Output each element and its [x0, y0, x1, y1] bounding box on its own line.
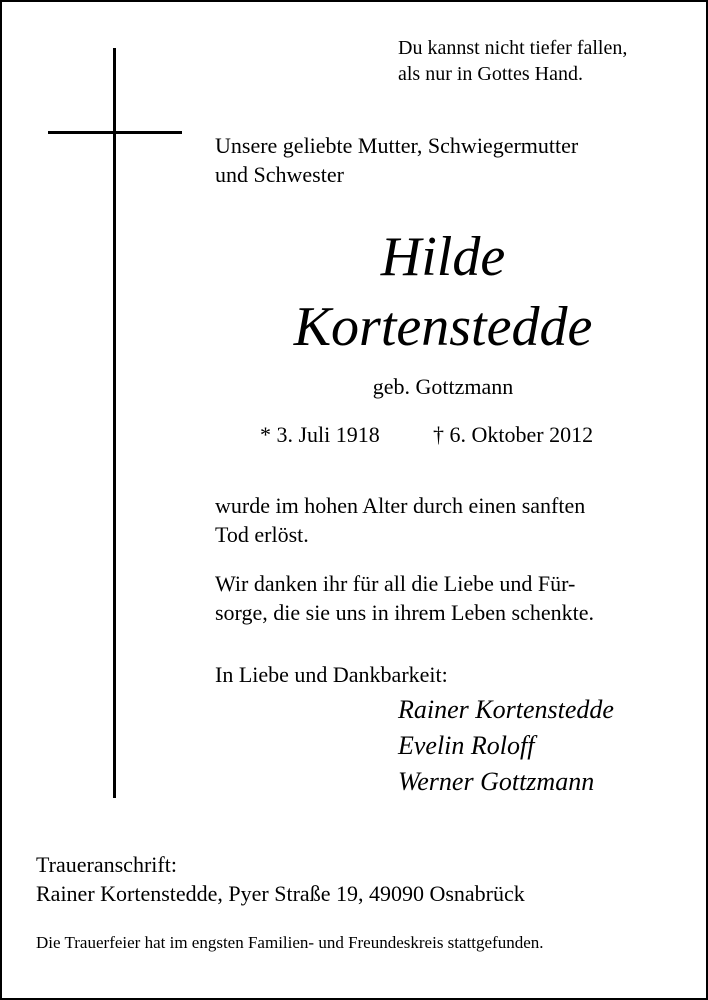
body-paragraph-1 — [215, 491, 673, 549]
para2-line-2: sorge, die sie uns in ihrem Leben schenkte. — [215, 600, 594, 625]
address-value: Rainer Kortenstedde, Pyer Straße 19, 49090 Osnabrück — [36, 881, 525, 906]
intro-line-1: Unsere geliebte Mutter, Schwiegermutter — [215, 133, 579, 158]
birth-date: * 3. Juli 1918 — [260, 422, 380, 447]
address-label: Traueranschrift: — [36, 852, 177, 877]
para1-line-2: Tod erlöst. — [215, 522, 309, 547]
cross-horizontal-bar — [48, 131, 182, 134]
para1-line-1: wurde im hohen Alter durch einen sanften — [215, 493, 586, 518]
cross-vertical-bar — [113, 48, 116, 798]
deceased-first-name: Hilde — [380, 226, 506, 288]
para2-line-1: Wir danken ihr für all die Liebe und Für- — [215, 571, 576, 596]
motto — [398, 35, 627, 87]
death-date: † 6. Oktober 2012 — [433, 422, 594, 447]
signature-3: Werner Gottzmann — [398, 767, 595, 796]
motto-line-1: Du kannst nicht tiefer fallen, — [398, 37, 628, 59]
deceased-last-name: Kortenstedde — [293, 296, 593, 358]
closing-line: In Liebe und Dankbarkeit: — [215, 662, 448, 687]
birth-name: geb. Gottzmann — [372, 374, 514, 399]
signature-1: Rainer Kortenstedde — [398, 695, 614, 724]
footer-note: Die Trauerfeier hat im engsten Familien- und Freundeskreis stattgefunden. — [36, 933, 544, 952]
intro-text — [215, 131, 578, 189]
mourning-address — [36, 850, 525, 908]
intro-line-2: und Schwester — [215, 162, 344, 187]
signature-2: Evelin Roloff — [398, 731, 535, 760]
signatures — [398, 692, 614, 800]
body-paragraph-2 — [215, 569, 673, 627]
motto-line-2: als nur in Gottes Hand. — [398, 63, 583, 85]
